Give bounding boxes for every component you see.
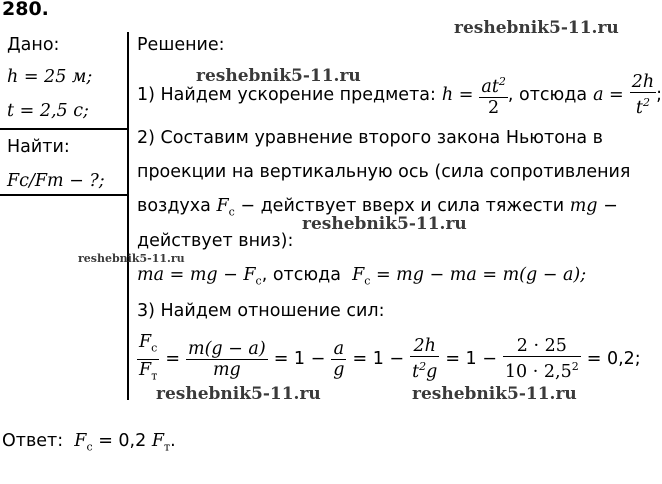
step2-line1: 2) Составим уравнение второго закона Ньютона в (137, 128, 603, 148)
given-header: Дано: (7, 35, 60, 55)
step3-equation: $\frac{F_c}{F_т}$ = $\frac{m(g - a)}{mg}$ = 1 − $\frac{a}{g}$ = 1 − $\frac{2h}{t^2g}$ = 1 − $\frac{2 \cdot 25}{10 \cdot 2,5^2}$ = 0,2; (139, 332, 641, 383)
watermark: reshebnik5-11.ru (302, 214, 467, 234)
step1-line: 1) Найдем ускорение предмета: h = $\frac{at^2}{2}$ , отсюда a = $\frac{2h}{t^2}$ ; (137, 72, 662, 119)
given-h: h = 25 м; (7, 67, 93, 87)
given-divider-vertical-lower (127, 140, 129, 400)
step3-line: 3) Найдем отношение сил: (137, 301, 385, 321)
step1-fraction-2h: $\frac{2h}{t^2}$ (631, 72, 655, 119)
step2-equation: ma = mg − $F_c$, отсюда $F_c$ = mg − ma = m(g − a); (137, 265, 587, 288)
problem-number: 280. (2, 0, 49, 20)
given-divider-vertical (127, 32, 129, 140)
watermark: reshebnik5-11.ru (454, 18, 619, 38)
step2-line4: действует вниз): (137, 231, 294, 251)
watermark: reshebnik5-11.ru (412, 384, 577, 404)
watermark: reshebnik5-11.ru (78, 252, 185, 265)
find-divider-horizontal (0, 194, 127, 196)
given-divider-horizontal (0, 128, 127, 130)
watermark: reshebnik5-11.ru (196, 66, 361, 86)
step2-line2: проекции на вертикальную ось (сила сопротивления (137, 162, 631, 182)
find-header: Найти: (7, 137, 70, 157)
given-t: t = 2,5 с; (7, 101, 89, 121)
step1-fraction-at2: $\frac{at^2}{2}$ (481, 75, 506, 119)
solution-header: Решение: (137, 35, 225, 55)
step2-line3: воздуха $F_c$ − действует вверх и сила тяжести mg − (137, 196, 618, 219)
answer-line: Ответ: $F_c = 0,2$ $F_т$. (2, 431, 176, 454)
find-target: Fc/Fт − ?; (7, 171, 105, 191)
watermark: reshebnik5-11.ru (156, 384, 321, 404)
